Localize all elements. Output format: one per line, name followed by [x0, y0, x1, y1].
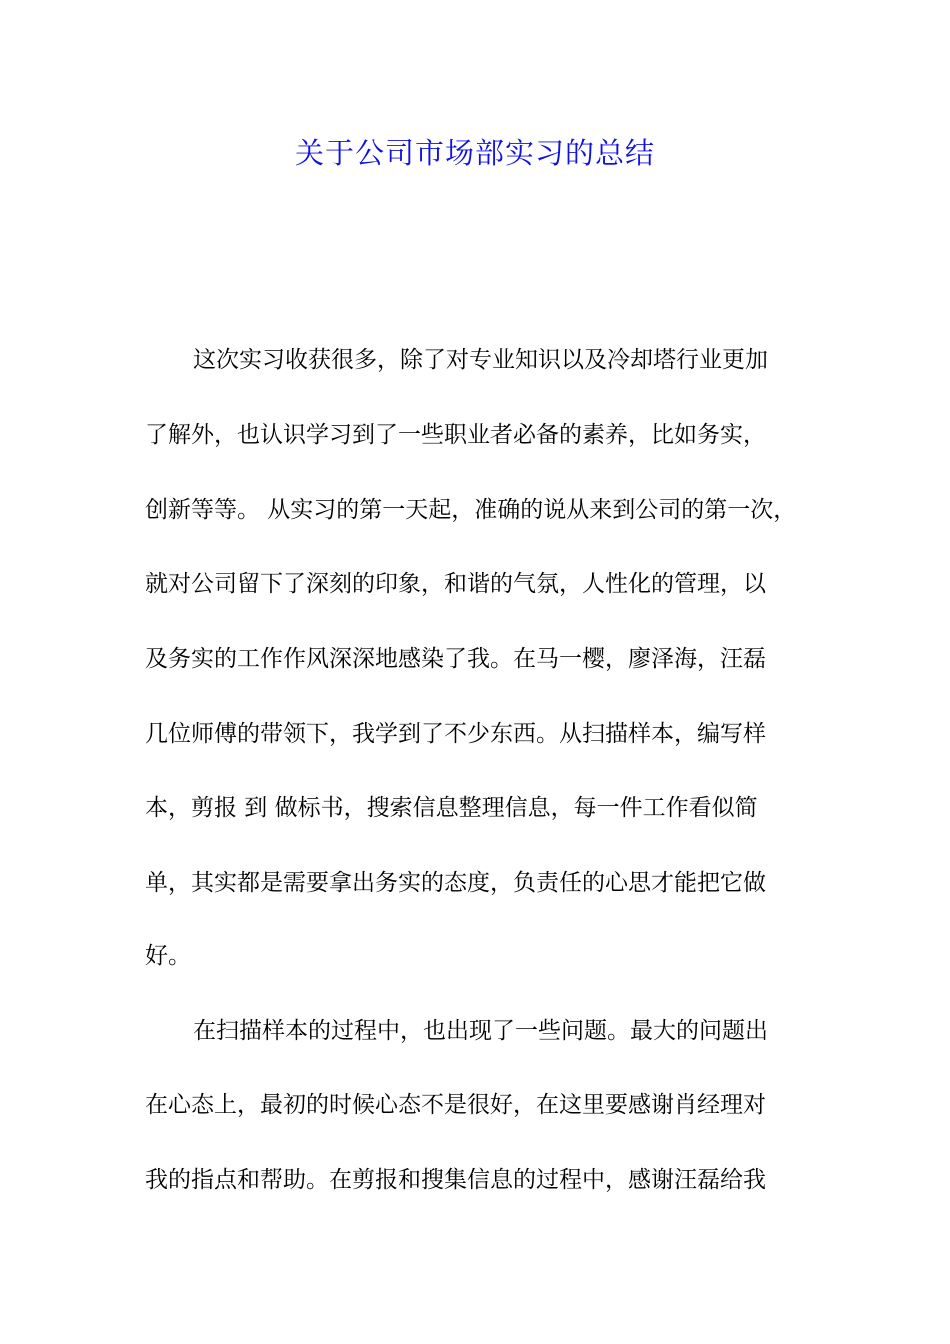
paragraph-1-line-2: 了解外，也认识学习到了一些职业者必备的素养，比如务实， — [145, 422, 766, 448]
paragraph-1-line-7: 本，剪报 到 做标书，搜索信息整理信息，每一件工作看似简 — [145, 795, 758, 821]
paragraph-1-line-5: 及务实的工作作风深深地感染了我。在马一樱，廖泽海，汪磊 — [145, 646, 766, 672]
paragraph-1-line-6: 几位师傅的带领下，我学到了不少东西。从扫描样本，编写样 — [145, 721, 766, 747]
paragraph-2-line-3: 我的指点和帮助。在剪报和搜集信息的过程中，感谢汪磊给我 — [145, 1167, 766, 1193]
paragraph-1-line-4: 就对公司留下了深刻的印象，和谐的气氛，人性化的管理，以 — [145, 571, 766, 597]
paragraph-2-line-1: 在扫描样本的过程中，也出现了一些问题。最大的问题出 — [193, 1018, 768, 1044]
paragraph-1-line-8: 单，其实都是需要拿出务实的态度，负责任的心思才能把它做 — [145, 870, 766, 896]
paragraph-1-line-9: 好。 — [145, 943, 191, 969]
document-title: 关于公司市场部实习的总结 — [294, 136, 655, 170]
paragraph-1-line-1: 这次实习收获很多，除了对专业知识以及冷却塔行业更加 — [193, 347, 768, 373]
paragraph-2-line-2: 在心态上，最初的时候心态不是很好，在这里要感谢肖经理对 — [145, 1092, 766, 1118]
paragraph-1-line-3: 创新等等。 从实习的第一天起，准确的说从来到公司的第一次， — [145, 497, 797, 523]
